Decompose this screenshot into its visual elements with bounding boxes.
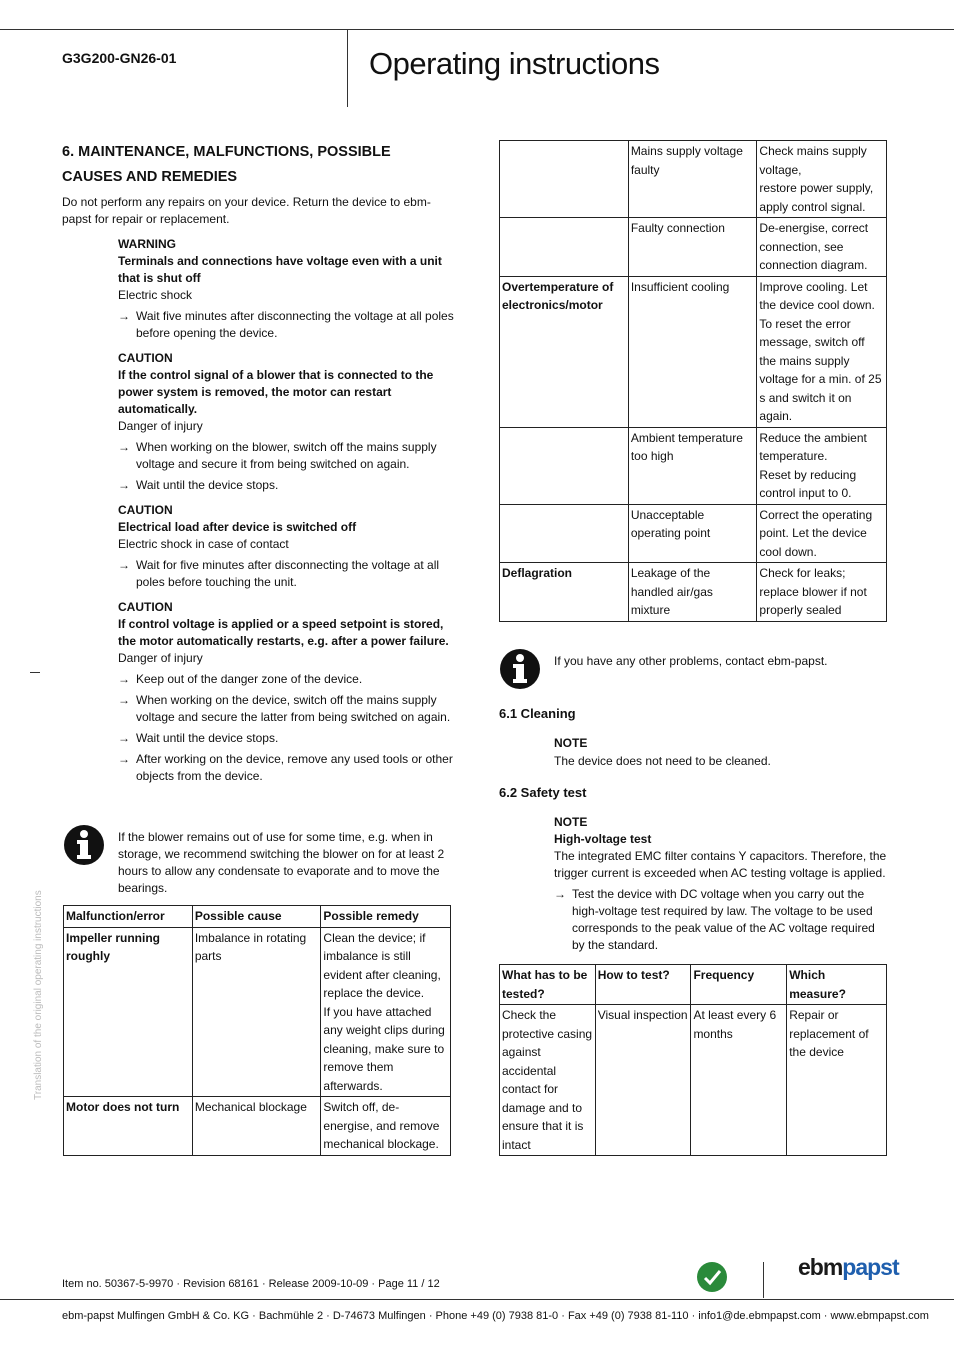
table-cell: Impeller running roughly <box>64 927 193 1097</box>
table-row <box>500 504 887 563</box>
notice-title: Electrical load after device is switched off <box>118 520 357 534</box>
table-cell <box>500 141 629 218</box>
notice-label: CAUTION <box>118 600 173 614</box>
table-cell: Switch off, de-energise, and remove mechanical blockage. <box>321 1097 451 1156</box>
table-row <box>500 218 887 277</box>
footer-rule <box>0 1299 954 1300</box>
table-cell: At least every 6 months <box>691 1005 787 1156</box>
notice-step: → Keep out of the danger zone of the device. <box>118 672 363 686</box>
safety-note: NOTE High-voltage test The integrated EMC filter contains Y capacitors. Therefore, the trigger current is exceeded when AC testing voltage is applied. → Test the device with DC voltage when you carry out the high-voltage test required by law. The voltage to be used corresponds to the peak value of the AC voltage required by the standard. <box>554 815 887 952</box>
table-header-row <box>64 906 451 928</box>
table-header-cell: How to test? <box>595 965 691 1005</box>
cleaning-heading: 6.1 Cleaning <box>499 706 576 721</box>
notice-step: → When working on the device, switch off the mains supply voltage and secure the latter from being switched on again. <box>118 693 451 724</box>
table-header-cell: What has to be tested? <box>500 965 596 1005</box>
table-cell: Insufficient cooling <box>628 276 757 427</box>
section-intro: Do not perform any repairs on your device. Return the device to ebm-papst for repair or replacement. <box>62 195 431 226</box>
notice-step: → Wait until the device stops. <box>118 731 279 745</box>
notice-title: If control voltage is applied or a speed setpoint is stored, the motor automatically restarts, e.g. after a power failure. <box>118 617 449 648</box>
notice-title: Terminals and connections have voltage even with a unit that is shut off <box>118 254 442 285</box>
table-cell: Ambient temperature too high <box>628 427 757 504</box>
notice-title: If the control signal of a blower that is connected to the power system is removed, the motor can restart automatically. <box>118 368 434 416</box>
info-note: If the blower remains out of use for some time, e.g. when in storage, we recommend switching the blower on for at least 2 hours to allow any condensate to evaporate and to move the bearings. <box>118 830 445 895</box>
table-row <box>500 141 887 218</box>
sidebar-note: Translation of the original operating instructions <box>33 890 44 1100</box>
notice-effect: Danger of injury <box>118 651 203 665</box>
table-cell: Deflagration <box>500 563 629 622</box>
table-header-cell: Possible cause <box>192 906 321 928</box>
company-logo: ebmpapst <box>798 1254 899 1280</box>
notice-step: → When working on the blower, switch off the mains supply voltage and secure it from being switched on again. <box>118 440 437 471</box>
table-cell: Correct the operating point. Let the device cool down. <box>757 504 887 563</box>
table-cell: Check for leaks; replace blower if not properly sealed <box>757 563 887 622</box>
header-divider <box>347 29 348 107</box>
notice-step: → Wait until the device stops. <box>118 478 279 492</box>
table-cell: Visual inspection <box>595 1005 691 1156</box>
table-header-cell: Possible remedy <box>321 906 451 928</box>
malfunction-table-left <box>63 905 451 1156</box>
table-cell: Check mains supply voltage, restore power supply, apply control signal. <box>757 141 887 218</box>
table-cell: Leakage of the handled air/gas mixture <box>628 563 757 622</box>
table-cell <box>500 504 629 563</box>
table-header-cell: Which measure? <box>787 965 887 1005</box>
safety-notice <box>118 350 454 494</box>
notice-effect: Danger of injury <box>118 419 203 433</box>
notice-label: WARNING <box>118 237 176 251</box>
safety-test-table <box>499 964 887 1156</box>
safety-notice <box>118 599 454 785</box>
table-cell: Imbalance in rotating parts <box>192 927 321 1097</box>
table-cell: Mechanical blockage <box>192 1097 321 1156</box>
notice-label: CAUTION <box>118 503 173 517</box>
notice-list <box>118 236 454 785</box>
table-header-cell: Malfunction/error <box>64 906 193 928</box>
info-icon <box>499 648 541 690</box>
table-cell: Motor does not turn <box>64 1097 193 1156</box>
notice-effect: Electric shock in case of contact <box>118 537 289 551</box>
table-header-cell: Frequency <box>691 965 787 1005</box>
safety-notice <box>118 236 454 342</box>
table-cell <box>500 218 629 277</box>
page-title: Operating instructions <box>369 46 660 81</box>
table-cell: Overtemperature of electronics/motor <box>500 276 629 427</box>
notice-step: → After working on the device, remove any used tools or other objects from the device. <box>118 752 453 783</box>
model-number: G3G200-GN26-01 <box>62 50 177 66</box>
contact-note: If you have any other problems, contact ebm-papst. <box>554 654 828 668</box>
logo-divider <box>763 1262 764 1298</box>
table-cell: Improve cooling. Let the device cool down. To reset the error message, switch off the mains supply voltage for a min. of 25 s and switch it on again. <box>757 276 887 427</box>
table-row <box>500 276 887 427</box>
left-column <box>62 140 452 785</box>
section-heading: 6. MAINTENANCE, MALFUNCTIONS, POSSIBLE CAUSES AND REMEDIES <box>62 144 391 185</box>
table-cell: Faulty connection <box>628 218 757 277</box>
table-cell: De-energise, correct connection, see connection diagram. <box>757 218 887 277</box>
safety-notice <box>118 502 454 591</box>
cleaning-note-label: NOTE <box>554 736 588 750</box>
cleaning-note-text: The device does not need to be cleaned. <box>554 754 771 768</box>
safety-heading: 6.2 Safety test <box>499 785 587 800</box>
malfunction-table-right <box>499 140 887 622</box>
notice-step: → Wait for five minutes after disconnecting the voltage at all poles before touching the unit. <box>118 558 440 589</box>
notice-label: CAUTION <box>118 351 173 365</box>
table-row <box>64 1097 451 1156</box>
table-row <box>500 563 887 622</box>
table-cell <box>500 427 629 504</box>
table-row <box>500 427 887 504</box>
table-cell: Mains supply voltage faulty <box>628 141 757 218</box>
item-info: Item no. 50367-5-9970 · Revision 68161 · Release 2009-10-09 · Page 11 / 12 <box>62 1278 440 1290</box>
table-cell: Unacceptable operating point <box>628 504 757 563</box>
company-info: ebm-papst Mulfingen GmbH & Co. KG · Bachmühle 2 · D-74673 Mulfingen · Phone +49 (0) 7938 81-0 · Fax +49 (0) 7938 81-110 · info1@de.ebmpapst.com · www.ebmpapst.com <box>62 1310 929 1322</box>
notice-effect: Electric shock <box>118 288 193 302</box>
notice-step: → Wait five minutes after disconnecting the voltage at all poles before opening the device. <box>118 309 454 340</box>
table-cell: Clean the device; if imbalance is still evident after cleaning, replace the device. If you have attached any weight clips during cleaning, make sure to remove them afterwards. <box>321 927 451 1097</box>
table-header-row <box>500 965 887 1005</box>
table-row <box>64 927 451 1097</box>
table-row <box>500 1005 887 1156</box>
table-cell: Repair or replacement of the device <box>787 1005 887 1156</box>
table-cell: Reduce the ambient temperature. Reset by reducing control input to 0. <box>757 427 887 504</box>
info-icon <box>63 824 105 866</box>
header-rule <box>0 29 954 30</box>
greentech-logo-icon <box>697 1262 727 1292</box>
table-cell: Check the protective casing against accidental contact for damage and to ensure that it is intact <box>500 1005 596 1156</box>
fold-mark <box>30 672 40 673</box>
